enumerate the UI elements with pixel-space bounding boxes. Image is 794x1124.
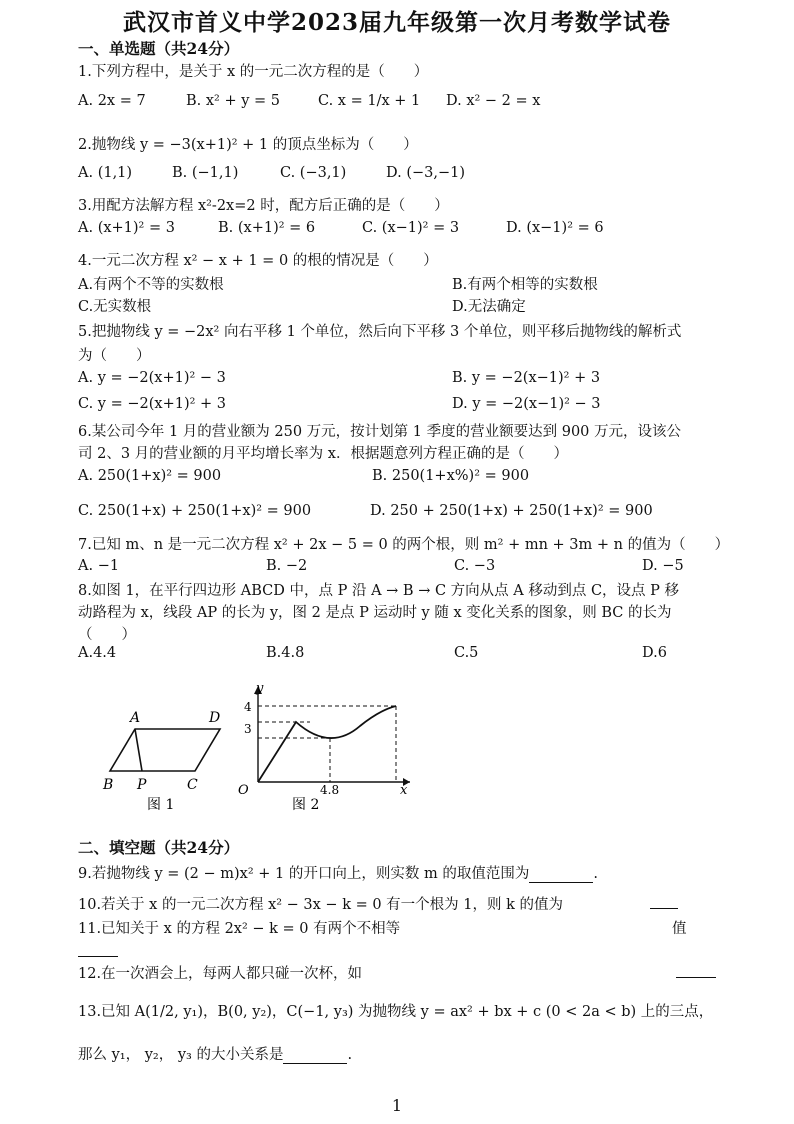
question-13-blank — [283, 1049, 347, 1064]
question-1-option-b: B. x² + y = 5 — [186, 93, 281, 109]
question-4-option-c: C.无实数根 — [78, 299, 152, 315]
question-12-blank — [676, 962, 716, 978]
label-origin: O — [238, 783, 249, 798]
question-2-option-b: B. (−1,1) — [172, 165, 239, 181]
question-2-stem: 2.抛物线 y = −3(x+1)² + 1 的顶点坐标为（ ） — [78, 137, 418, 153]
question-7-option-b: B. −2 — [266, 558, 308, 574]
question-1-option-d: D. x² − 2 = x — [446, 93, 541, 109]
question-11-blank — [78, 940, 118, 957]
tick-label-x48: 4.8 — [320, 783, 340, 797]
question-11-tail: 值 — [672, 921, 687, 937]
graph-curve — [258, 706, 396, 782]
question-8-option-b: B.4.8 — [266, 645, 305, 661]
question-9-text: 9.若抛物线 y = (2 − m)x² + 1 的开口向上，则实数 m 的取值范围为 — [78, 866, 530, 882]
question-10-text: 10.若关于 x 的一元二次方程 x² − 3x − k = 0 有一个根为 1，则 k 的值为 — [78, 897, 564, 913]
question-13-text: 那么 y₁， y₂， y₃ 的大小关系是 — [78, 1047, 284, 1063]
question-5-option-b: B. y = −2(x−1)² + 3 — [452, 370, 601, 386]
label-b: B — [103, 777, 114, 793]
question-5-stem-line-1: 5.把抛物线 y = −2x² 向右平移 1 个单位，然后向下平移 3 个单位，则平移后抛物线的解析式 — [78, 324, 682, 340]
page-number: 1 — [391, 1096, 403, 1115]
segment-ap — [135, 729, 142, 771]
question-6-option-a: A. 250(1+x)² = 900 — [78, 468, 222, 484]
question-3-option-b: B. (x+1)² = 6 — [218, 220, 316, 236]
figure-2-graph — [230, 680, 420, 815]
question-1-option-c: C. x = 1/x + 1 — [318, 93, 421, 109]
question-13-stem-line-1: 13.已知 A(1/2, y₁)，B(0, y₂)，C(−1, y₃) 为抛物线 y = ax² + bx + c (0 < 2a < b) 上的三点， — [78, 1004, 714, 1020]
question-5-option-d: D. y = −2(x−1)² − 3 — [452, 396, 601, 412]
question-6-option-c: C. 250(1+x) + 250(1+x)² = 900 — [78, 503, 312, 519]
label-x-axis: x — [400, 783, 408, 798]
question-9: 9.若抛物线 y = (2 − m)x² + 1 的开口向上，则实数 m 的取值范围为 . — [78, 866, 598, 882]
question-8-stem-line-3: （ ） — [78, 627, 136, 643]
question-7-option-a: A. −1 — [78, 558, 120, 574]
label-a: A — [130, 710, 141, 726]
question-11-text: 11.已知关于 x 的方程 2x² − k = 0 有两个不相等 — [78, 921, 401, 937]
tick-label-y4: 4 — [244, 700, 252, 714]
figure-1-caption: 图 1 — [147, 797, 175, 813]
tick-label-y3: 3 — [244, 722, 252, 736]
question-6-option-d: D. 250 + 250(1+x) + 250(1+x)² = 900 — [370, 503, 653, 519]
question-6-stem-line-2: 司 2、3 月的营业额的月平均增长率为 x．根据题意列方程正确的是（ ） — [78, 446, 568, 462]
question-8-option-c: C.5 — [454, 645, 479, 661]
question-3-option-c: C. (x−1)² = 3 — [362, 220, 460, 236]
question-2-option-d: D. (−3,−1) — [386, 165, 465, 181]
label-d: D — [209, 710, 221, 726]
question-8-stem-line-2: 动路程为 x，线段 AP 的长为 y，图 2 是点 P 运动时 y 随 x 变化关系的图象，则 BC 的长为 — [78, 605, 672, 621]
question-4-option-a: A.有两个不等的实数根 — [78, 277, 224, 293]
question-8-option-d: D.6 — [642, 645, 667, 661]
question-4-option-b: B.有两个相等的实数根 — [452, 277, 598, 293]
section-heading-single-choice: 一、单选题（共24分） — [78, 39, 240, 58]
question-4-stem: 4.一元二次方程 x² − x + 1 = 0 的根的情况是（ ） — [78, 253, 438, 269]
question-10-blank — [650, 893, 678, 909]
question-6-stem-line-1: 6.某公司今年 1 月的营业额为 250 万元，按计划第 1 季度的营业额要达到 900 万元，设该公 — [78, 424, 682, 440]
question-7-option-c: C. −3 — [454, 558, 496, 574]
question-6-option-b: B. 250(1+x%)² = 900 — [372, 468, 530, 484]
question-5-option-a: A. y = −2(x+1)² − 3 — [78, 370, 226, 386]
figure-1-parallelogram — [95, 705, 235, 815]
label-y-axis: y — [256, 681, 264, 696]
question-4-option-d: D.无法确定 — [452, 299, 526, 315]
question-9-blank — [529, 868, 593, 883]
question-13-stem-line-2: 那么 y₁， y₂， y₃ 的大小关系是 . — [78, 1047, 353, 1063]
parallelogram-abcd — [110, 729, 220, 771]
question-1-stem: 1.下列方程中，是关于 x 的一元二次方程的是（ ） — [78, 64, 429, 80]
exam-title: 武汉市首义中学2023届九年级第一次月考数学试卷 — [122, 9, 671, 36]
question-5-stem-line-2: 为（ ） — [78, 348, 151, 364]
question-2-option-c: C. (−3,1) — [280, 165, 347, 181]
question-12-text: 12.在一次酒会上，每两人都只碰一次杯，如 — [78, 966, 363, 982]
question-1-option-a: A. 2x = 7 — [78, 93, 146, 109]
question-5-option-c: C. y = −2(x+1)² + 3 — [78, 396, 227, 412]
question-2-option-a: A. (1,1) — [78, 165, 133, 181]
question-7-option-d: D. −5 — [642, 558, 684, 574]
question-8-option-a: A.4.4 — [78, 645, 117, 661]
label-c: C — [187, 777, 198, 793]
figure-2-caption: 图 2 — [292, 797, 320, 813]
section-heading-fill-blank: 二、填空题（共24分） — [78, 838, 240, 857]
question-3-option-a: A. (x+1)² = 3 — [78, 220, 175, 236]
question-3-stem: 3.用配方法解方程 x²-2x=2 时，配方后正确的是（ ） — [78, 198, 449, 214]
question-8-stem-line-1: 8.如图 1，在平行四边形 ABCD 中，点 P 沿 A → B → C 方向从点 A 移动到点 C，设点 P 移 — [78, 583, 680, 599]
question-7-stem: 7.已知 m、n 是一元二次方程 x² + 2x − 5 = 0 的两个根，则 m² + mn + 3m + n 的值为（ ） — [78, 537, 730, 553]
label-p: P — [137, 777, 147, 793]
question-3-option-d: D. (x−1)² = 6 — [506, 220, 604, 236]
